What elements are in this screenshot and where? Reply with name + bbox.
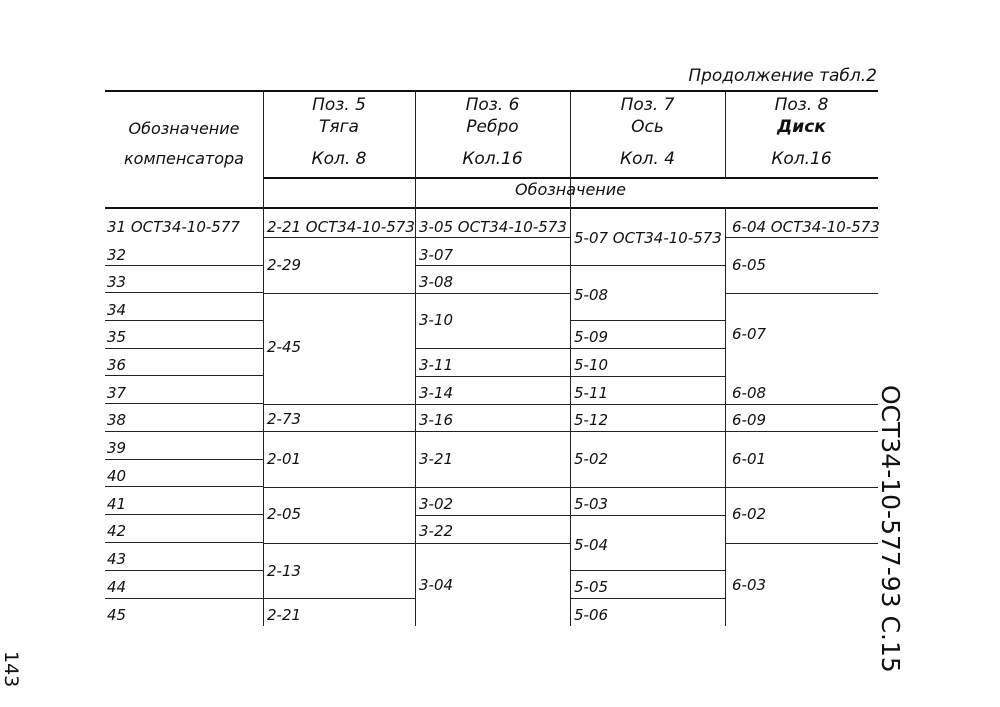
header-pos8-qty: Кол.16: [771, 149, 832, 169]
row-label: 45: [107, 606, 127, 624]
row-rule: [105, 514, 263, 515]
pos5-cell: 2-29: [267, 256, 302, 274]
row-label: 42: [107, 522, 127, 540]
header-pos5-qty: Кол. 8: [311, 149, 367, 169]
row-label: 43: [107, 550, 127, 568]
row-label: 41: [107, 495, 127, 513]
row-label: 44: [107, 578, 127, 596]
row-rule: [105, 320, 263, 321]
row-rule: [105, 375, 263, 376]
cell-rule: [570, 515, 725, 516]
row-rule: [105, 459, 263, 460]
row-rule: [105, 292, 263, 293]
cell-rule: [415, 515, 570, 516]
pos5-cell: 2-73: [267, 410, 302, 428]
pos6-cell: 3-05 ОСТ34-10-573: [419, 218, 567, 236]
pos7-cell: 5-02: [574, 450, 609, 468]
cell-rule: [415, 404, 570, 405]
pos6-cell: 3-02: [419, 495, 454, 513]
cell-rule: [415, 487, 570, 488]
cell-rule: [570, 404, 725, 405]
pos6-cell: 3-08: [419, 273, 454, 291]
pos7-cell: 5-10: [574, 356, 609, 374]
cell-rule: [263, 487, 415, 488]
row-label: 33: [107, 273, 127, 291]
page-number: 143: [0, 651, 22, 688]
pos6-cell: 3-04: [419, 576, 454, 594]
row-label: 37: [107, 384, 127, 402]
cell-rule: [570, 376, 725, 377]
pos6-cell: 3-10: [419, 311, 454, 329]
pos8-cell: 6-04 ОСТ34-10-573: [732, 218, 880, 236]
row-rule: [105, 542, 263, 543]
header-compensator: компенсатора: [124, 149, 244, 168]
cell-rule: [263, 543, 415, 544]
pos7-cell: 5-12: [574, 411, 609, 429]
row-label: 35: [107, 328, 127, 346]
cell-rule: [263, 237, 415, 238]
pos7-cell: 5-07 ОСТ34-10-573: [574, 229, 722, 247]
pos7-cell: 5-08: [574, 286, 609, 304]
row-rule: [105, 486, 263, 487]
pos6-cell: 3-21: [419, 450, 454, 468]
cell-rule: [570, 487, 725, 488]
header-pos6: Поз. 6: [465, 95, 520, 115]
column-divider: [725, 207, 726, 626]
pos8-cell: 6-08: [732, 384, 767, 402]
pos6-cell: 3-11: [419, 356, 454, 374]
header-pos7-qty: Кол. 4: [620, 149, 675, 169]
pos7-cell: 5-05: [574, 578, 609, 596]
pos5-cell: 2-21 ОСТ34-10-573: [267, 218, 415, 236]
row-rule: [105, 431, 263, 432]
cell-rule: [263, 431, 415, 432]
cell-rule: [725, 293, 878, 294]
row-rule: [105, 348, 263, 349]
row-rule: [105, 403, 263, 404]
pos7-cell: 5-09: [574, 328, 609, 346]
cell-rule: [725, 404, 878, 405]
pos8-cell: 6-07: [732, 325, 767, 343]
cell-rule: [725, 237, 878, 238]
pos5-cell: 2-45: [267, 338, 302, 356]
cell-rule: [415, 431, 570, 432]
cell-rule: [570, 320, 725, 321]
header-pos8-name: Диск: [777, 117, 826, 137]
table-caption: Продолжение табл.2: [688, 66, 877, 86]
header-designation: Обозначение: [128, 119, 240, 138]
pos5-cell: 2-13: [267, 562, 302, 580]
pos5-cell: 2-05: [267, 505, 302, 523]
pos5-cell: 2-01: [267, 450, 302, 468]
column-divider: [263, 90, 264, 626]
row-label: 31 ОСТ34-10-577: [107, 218, 240, 236]
pos7-cell: 5-03: [574, 495, 609, 513]
row-label: 38: [107, 411, 127, 429]
column-divider: [415, 90, 416, 626]
table-top-rule: [105, 90, 878, 92]
cell-rule: [415, 543, 570, 544]
row-rule: [105, 598, 263, 599]
cell-rule: [725, 487, 878, 488]
pos7-cell: 5-11: [574, 384, 609, 402]
header-pos6-name: Ребро: [466, 117, 519, 137]
cell-rule: [725, 543, 878, 544]
header-pos7: Поз. 7: [620, 95, 675, 115]
row-label: 32: [107, 246, 127, 264]
cell-rule: [415, 237, 570, 238]
cell-rule: [415, 376, 570, 377]
cell-rule: [725, 431, 878, 432]
pos7-cell: 5-06: [574, 606, 609, 624]
pos6-cell: 3-07: [419, 246, 454, 264]
document-code: ОСТ34-10-577-93 С.15: [876, 385, 905, 673]
row-label: 34: [107, 301, 127, 319]
pos7-cell: 5-04: [574, 536, 609, 554]
row-rule: [105, 265, 263, 266]
cell-rule: [415, 265, 570, 266]
pos8-cell: 6-01: [732, 450, 767, 468]
header-pos7-name: Ось: [631, 117, 664, 137]
pos6-cell: 3-16: [419, 411, 454, 429]
row-label: 36: [107, 356, 127, 374]
cell-rule: [263, 404, 415, 405]
column-divider: [570, 90, 571, 626]
cell-rule: [570, 598, 725, 599]
cell-rule: [263, 598, 415, 599]
header-bottom-rule: [105, 207, 878, 209]
pos8-cell: 6-05: [732, 256, 767, 274]
cell-rule: [570, 348, 725, 349]
header-pos5: Поз. 5: [312, 95, 366, 115]
pos5-cell: 2-21: [267, 606, 302, 624]
row-label: 40: [107, 467, 127, 485]
cell-rule: [570, 570, 725, 571]
cell-rule: [415, 293, 570, 294]
row-rule: [105, 570, 263, 571]
compensator-table: [105, 90, 878, 626]
pos6-cell: 3-22: [419, 522, 454, 540]
pos8-cell: 6-02: [732, 505, 767, 523]
cell-rule: [263, 293, 415, 294]
pos8-cell: 6-03: [732, 576, 767, 594]
header-subheader: Обозначение: [514, 180, 627, 199]
header-pos5-name: Тяга: [319, 117, 359, 137]
cell-rule: [570, 431, 725, 432]
pos8-cell: 6-09: [732, 411, 767, 429]
header-pos6-qty: Кол.16: [462, 149, 523, 169]
pos6-cell: 3-14: [419, 384, 454, 402]
cell-rule: [570, 265, 725, 266]
row-label: 39: [107, 439, 127, 457]
cell-rule: [415, 348, 570, 349]
header-pos8: Поз. 8: [774, 95, 829, 115]
